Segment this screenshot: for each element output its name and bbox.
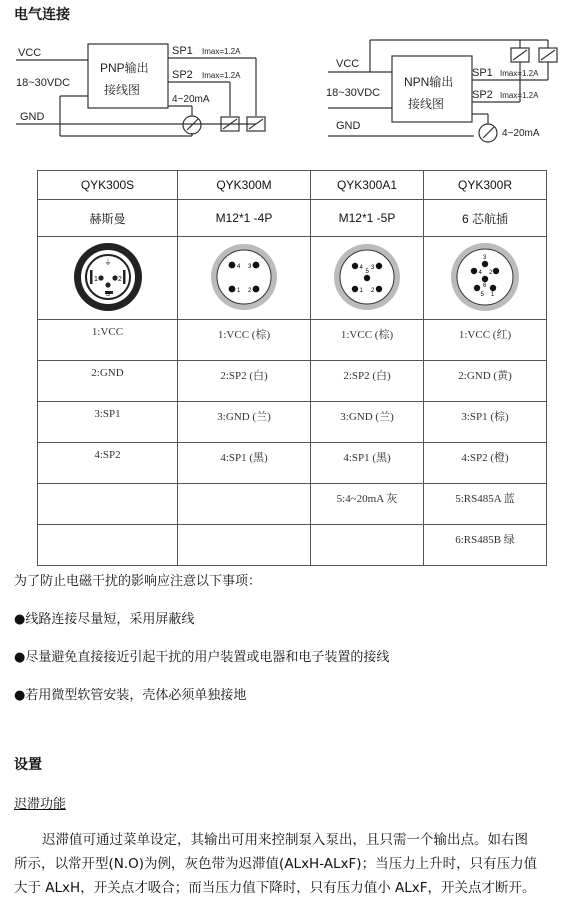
svg-text:2: 2 <box>371 287 375 294</box>
svg-text:4: 4 <box>237 263 241 270</box>
model-header: QYK300R <box>424 171 547 200</box>
svg-text:SP2: SP2 <box>172 69 193 81</box>
section-heading-electrical: 电气连接 <box>14 7 70 23</box>
pin-cell <box>178 525 311 566</box>
paragraph-line: 迟滞值可通过菜单设定，其输出可用来控制泵入泵出，且只需一个输出点。如右图 <box>42 832 528 848</box>
svg-text:VCC: VCC <box>336 58 360 70</box>
svg-text:Imax=1.2A: Imax=1.2A <box>202 71 241 80</box>
paragraph-line: 大于 ALxH，开关点才吸合；而当压力值下降时，只有压力值小 ALxF，开关点才断开。 <box>14 880 536 896</box>
pnp-output-box <box>88 44 168 108</box>
hysteresis-paragraph <box>14 828 574 900</box>
pin-cell <box>38 484 178 525</box>
svg-text:4: 4 <box>359 264 363 271</box>
hysteresis-title: 迟滞功能 <box>14 797 67 812</box>
connector-pinout-table <box>37 170 547 566</box>
emi-note-item: ●若用微型软管安装，壳体必须单独接地 <box>14 688 247 703</box>
svg-text:5: 5 <box>480 291 484 298</box>
svg-text:3: 3 <box>105 290 110 298</box>
connector-type: 6 芯航插 <box>424 200 547 237</box>
svg-text:4~20mA: 4~20mA <box>502 128 540 139</box>
table-row <box>38 402 547 443</box>
model-header: QYK300M <box>178 171 311 200</box>
svg-text:2: 2 <box>489 269 493 276</box>
svg-text:4~20mA: 4~20mA <box>172 94 210 105</box>
connector-image-cell <box>178 237 311 320</box>
svg-text:Imax=1.2A: Imax=1.2A <box>500 69 539 78</box>
svg-text:3: 3 <box>248 263 252 270</box>
pin-cell: 1:VCC <box>38 320 178 361</box>
pin-cell: 5:RS485A 蓝 <box>424 484 547 525</box>
pin-cell: 4:SP1 (黑) <box>311 443 424 484</box>
pin-cell: 2:GND <box>38 361 178 402</box>
pin-cell <box>38 525 178 566</box>
svg-text:6: 6 <box>483 282 487 289</box>
pin-cell: 3:GND (兰) <box>178 402 311 443</box>
pin-cell: 1:VCC (红) <box>424 320 547 361</box>
pin-cell: 1:VCC (棕) <box>311 320 424 361</box>
pin-cell: 4:SP2 (橙) <box>424 443 547 484</box>
svg-text:SP1: SP1 <box>172 45 193 57</box>
svg-text:接线图: 接线图 <box>104 83 141 97</box>
svg-text:PNP输出: PNP输出 <box>100 61 149 75</box>
svg-text:5: 5 <box>365 268 369 275</box>
pin-cell: 4:SP2 <box>38 443 178 484</box>
pin-cell: 2:SP2 (白) <box>178 361 311 402</box>
pin-cell: 4:SP1 (黑) <box>178 443 311 484</box>
pin-cell: 3:SP1 (棕) <box>424 402 547 443</box>
pin-cell: 2:GND (黄) <box>424 361 547 402</box>
model-header: QYK300A1 <box>311 171 424 200</box>
pin-cell: 3:SP1 <box>38 402 178 443</box>
pin-cell <box>178 484 311 525</box>
svg-text:GND: GND <box>336 120 361 132</box>
connector-type: M12*1 -4P <box>178 200 311 237</box>
svg-text:NPN输出: NPN输出 <box>404 75 454 89</box>
paragraph-line: 所示，以常开型(N.O)为例，灰色带为迟滞值(ALxH-ALxF)；当压力上升时，只有压力值 <box>14 856 538 872</box>
svg-text:3: 3 <box>371 264 375 271</box>
svg-text:Imax=1.2A: Imax=1.2A <box>202 47 241 56</box>
hirschmann-connector-icon <box>70 239 146 315</box>
m12-4pin-connector-icon <box>208 241 280 313</box>
svg-text:GND: GND <box>20 111 45 123</box>
svg-text:18~30VDC: 18~30VDC <box>326 87 381 99</box>
pin-cell <box>311 525 424 566</box>
connector-type: 赫斯曼 <box>38 200 178 237</box>
pin-cell: 3:GND (兰) <box>311 402 424 443</box>
table-row-connector-types <box>38 200 547 237</box>
svg-text:1: 1 <box>93 275 98 283</box>
svg-text:SP1: SP1 <box>472 67 493 79</box>
table-row <box>38 320 547 361</box>
svg-text:3: 3 <box>483 254 487 261</box>
connector-type: M12*1 -5P <box>311 200 424 237</box>
table-row <box>38 484 547 525</box>
svg-text:SP2: SP2 <box>472 89 493 101</box>
pin-cell: 5:4~20mA 灰 <box>311 484 424 525</box>
model-header: QYK300S <box>38 171 178 200</box>
table-row-models <box>38 171 547 200</box>
svg-text:接线图: 接线图 <box>408 97 445 111</box>
npn-wiring-diagram <box>324 36 564 146</box>
table-row <box>38 525 547 566</box>
aviation-6pin-connector-icon <box>448 240 522 314</box>
table-row <box>38 443 547 484</box>
svg-text:⏚: ⏚ <box>103 257 112 267</box>
svg-text:2: 2 <box>248 287 252 294</box>
section-heading-settings: 设置 <box>14 757 42 773</box>
m12-5pin-connector-icon <box>331 241 403 313</box>
svg-text:1: 1 <box>237 287 241 294</box>
svg-text:2: 2 <box>117 275 122 283</box>
connector-image-cell <box>424 237 547 320</box>
connector-image-cell <box>38 237 178 320</box>
emi-note-item: ●线路连接尽量短，采用屏蔽线 <box>14 612 195 627</box>
svg-text:1: 1 <box>359 287 363 294</box>
pin-cell: 6:RS485B 绿 <box>424 525 547 566</box>
svg-text:Imax=1.2A: Imax=1.2A <box>500 91 539 100</box>
svg-text:4: 4 <box>478 269 482 276</box>
svg-text:18~30VDC: 18~30VDC <box>16 77 71 89</box>
pnp-wiring-diagram <box>12 36 274 144</box>
connector-image-cell <box>311 237 424 320</box>
npn-output-box <box>392 56 472 122</box>
table-row <box>38 361 547 402</box>
emi-intro: 为了防止电磁干扰的影响应注意以下事项： <box>14 574 262 589</box>
table-row-connector-images <box>38 237 547 320</box>
pin-cell: 1:VCC (棕) <box>178 320 311 361</box>
emi-note-item: ●尽量避免直接接近引起干扰的用户装置或电器和电子装置的接线 <box>14 650 390 665</box>
svg-text:1: 1 <box>491 291 495 298</box>
pin-cell: 2:SP2 (白) <box>311 361 424 402</box>
svg-text:VCC: VCC <box>18 47 42 59</box>
